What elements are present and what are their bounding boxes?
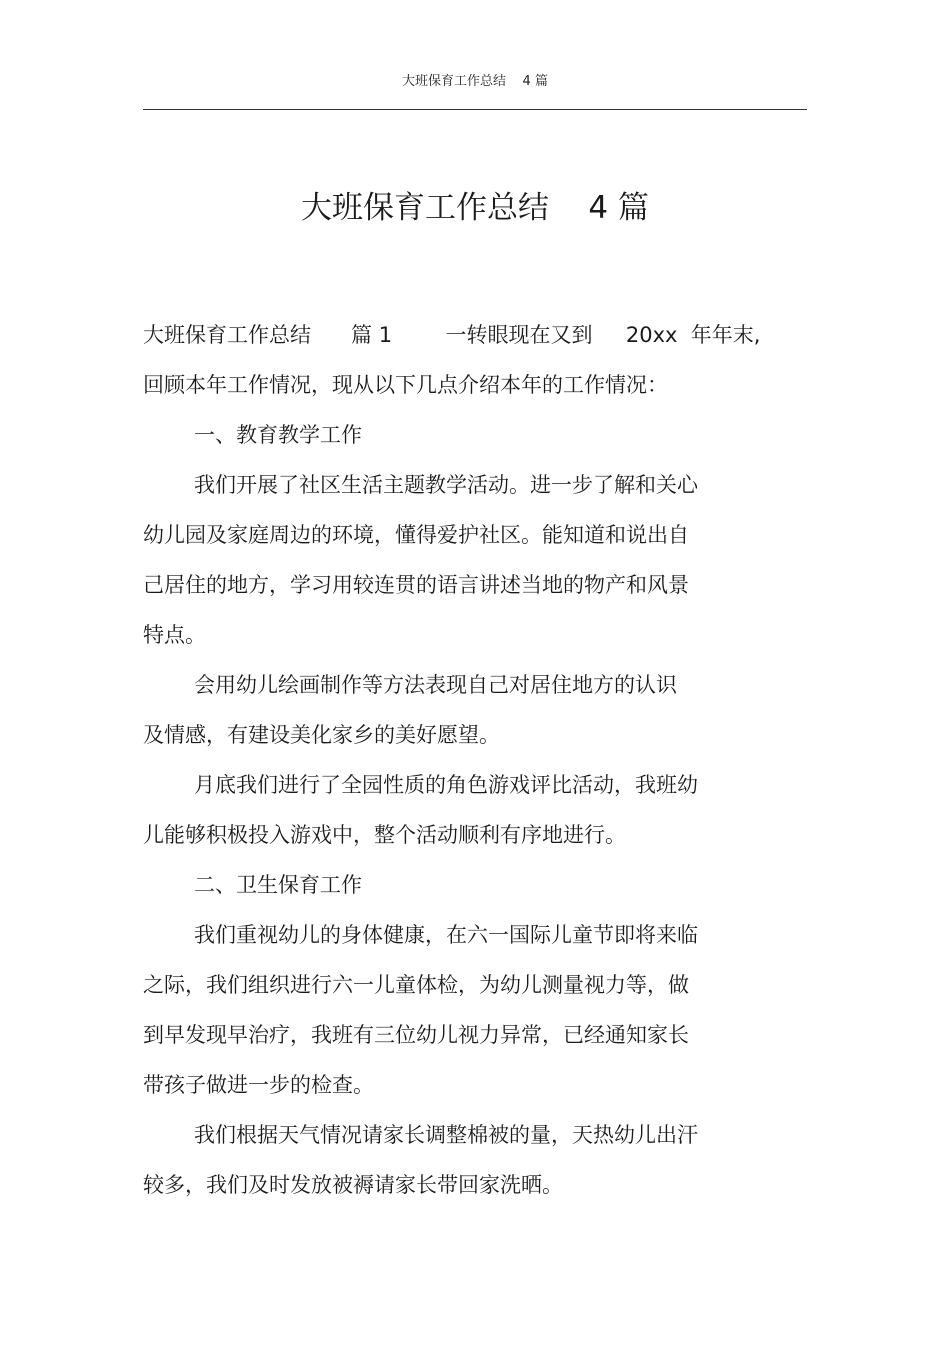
body-line-13: 我们重视幼儿的身体健康，在六一国际儿童节即将来临	[194, 923, 698, 947]
body-line-18: 较多，我们及时发放被褥请家长带回家洗晒。	[143, 1173, 563, 1197]
body-line-5: 幼儿园及家庭周边的环境，懂得爱护社区。能知道和说出自	[143, 523, 689, 547]
running-header: 大班保育工作总结 4 篇	[402, 74, 548, 89]
body-line-17: 我们根据天气情况请家长调整棉被的量，天热幼儿出汗	[194, 1123, 698, 1147]
body-line-10: 月底我们进行了全园性质的角色游戏评比活动，我班幼	[194, 773, 698, 797]
body-line-1: 大班保育工作总结 篇 1 一转眼现在又到 20xx 年年末,	[143, 323, 761, 347]
body-line-14: 之际，我们组织进行六一儿童体检，为幼儿测量视力等，做	[143, 973, 689, 997]
header-divider	[143, 109, 807, 110]
body-line-16: 带孩子做进一步的检查。	[143, 1073, 374, 1097]
body-line-6: 己居住的地方，学习用较连贯的语言讲述当地的物产和风景	[143, 573, 689, 597]
body-line-4: 我们开展了社区生活主题教学活动。进一步了解和关心	[194, 473, 698, 497]
body-line-8: 会用幼儿绘画制作等方法表现自己对居住地方的认识	[194, 673, 677, 697]
section-heading-education: 一、教育教学工作	[194, 423, 362, 447]
body-line-9: 及情感，有建设美化家乡的美好愿望。	[143, 723, 500, 747]
body-line-11: 儿能够积极投入游戏中，整个活动顺利有序地进行。	[143, 823, 626, 847]
document-title: 大班保育工作总结 4 篇	[301, 190, 649, 226]
body-line-7: 特点。	[143, 623, 206, 647]
section-heading-hygiene: 二、卫生保育工作	[194, 873, 362, 897]
body-line-2: 回顾本年工作情况，现从以下几点介绍本年的工作情况：	[143, 373, 668, 397]
body-line-15: 到早发现早治疗，我班有三位幼儿视力异常，已经通知家长	[143, 1023, 689, 1047]
